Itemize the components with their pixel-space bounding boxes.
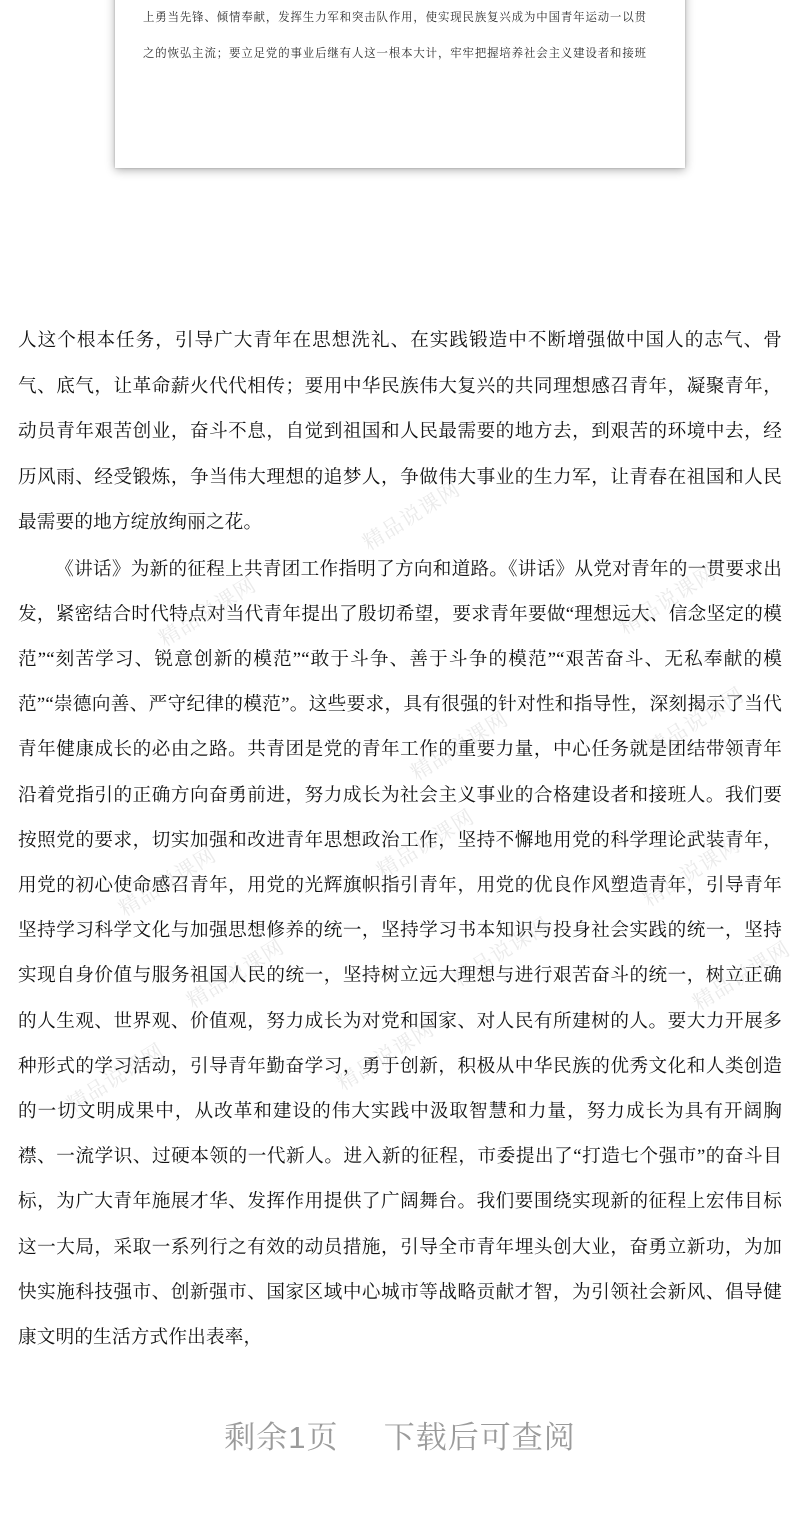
paragraph-1: 人这个根本任务，引导广大青年在思想洗礼、在实践锻造中不断增强做中国人的志气、骨气、底气，让革命薪火代代相传；要用中华民族伟大复兴的共同理想感召青年，凝聚青年，动员青年艰苦创业，奋斗不息，自觉到祖国和人民最需要的地方去，到艰苦的环境中去，经历风雨、经受锻炼，争当伟大理想的追梦人，争做伟大事业的生力军，让青春在祖国和人民最需要的地方绽放绚丽之花。 [18, 330, 782, 533]
document-body [0, 318, 800, 1360]
watermark: 精品说课网 [333, 1017, 439, 1096]
watermark: 精品说课网 [407, 707, 513, 786]
preview-line: 上勇当先锋、倾情奉献，发挥生力军和突击队作用，使实现民族复兴成为中国青年运动一以贯 [143, 11, 647, 25]
preview-text-block [115, 0, 685, 72]
watermark: 精品说课网 [115, 843, 221, 922]
remaining-pages-label: 剩余1页 [224, 1420, 339, 1455]
download-cta[interactable] [0, 1412, 800, 1457]
watermark: 精品说课网 [359, 477, 465, 556]
preview-card-area [0, 0, 800, 200]
watermark: 精品说课网 [183, 935, 289, 1014]
previous-page-preview[interactable] [115, 0, 685, 168]
paragraph-2: 《讲话》为新的征程上共青团工作指明了方向和道路。《讲话》从党对青年的一贯要求出发，紧密结合时代特点对当代青年提出了殷切希望，要求青年要做“理想远大、信念坚定的模范”“刻苦学习、锐意创新的模范”“敢于斗争、善于斗争的模范”“艰苦奋斗、无私奉献的模范”“崇德向善、严守纪律的模范”。这些要求，具有很强的针对性和指导性，深刻揭示了当代青年健康成长的必由之路。共青团是党的青年工作的重要力量，中心任务就是团结带领青年沿着党指引的正确方向奋勇前进，努力成长为社会主义事业的合格建设者和接班人。我们要按照党的要求，切实加强和改进青年思想政治工作，坚持不懈地用党的科学理论武装青年，用党的初心使命感召青年，用党的光辉旗帜指引青年，用党的优良作风塑造青年，引导青年坚持学习科学文化与加强思想修养的统一，坚持学习书本知识与投身社会实践的统一，坚持实现自身价值与服务祖国人民的统一，坚持树立远大理想与进行艰苦奋斗的统一，树立正确的人生观、世界观、价值观，努力成长为对党和国家、对人民有所建树的人。要大力开展多种形式的学习活动，引导青年勤奋学习，勇于创新，积极从中华民族的优秀文化和人类创造的一切文明成果中，从改革和建设的伟大实践中汲取智慧和力量，努力成长为具有开阔胸襟、一流学识、过硬本领的一代新人。进入新的征程，市委提出了“打造七个强市”的奋斗目标，为广大青年施展才华、发挥作用提供了广阔舞台。我们要围绕实现新的征程上宏伟目标这一大局，采取一系列行之有效的动员措施，引导全市青年埋头创大业，奋勇立新功，为加快实施科技强市、创新强市、国家区域中心城市等战略贡献才智，为引领社会新风、倡导健康文明的生活方式作出表率， [18, 558, 782, 1348]
download-hint-label[interactable]: 下载后可查阅 [383, 1420, 576, 1455]
watermark: 精品说课网 [63, 1039, 169, 1118]
watermark: 精品说课网 [615, 561, 721, 640]
watermark: 精品说课网 [155, 573, 261, 652]
watermark: 精品说课网 [373, 805, 479, 884]
watermark: 精品说课网 [689, 937, 795, 1016]
preview-line: 之的恢弘主流；要立足党的事业后继有人这一根本大计，牢牢把握培养社会主义建设者和接班 [143, 47, 647, 61]
watermark: 精品说课网 [449, 913, 555, 992]
watermark: 精品说课网 [639, 833, 745, 912]
watermark: 精品说课网 [643, 683, 749, 762]
